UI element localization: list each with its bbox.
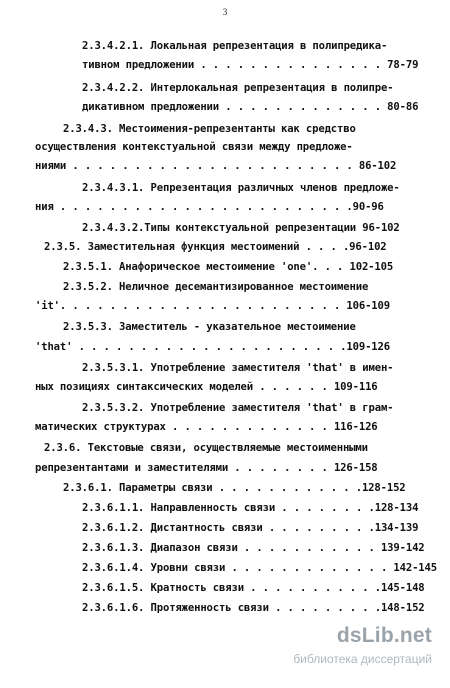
toc-line: 2.3.6.1. Параметры связи . . . . . . . . . . . .128-152	[63, 482, 406, 494]
toc-line: 2.3.5. Заместительная функция местоимений . . . .96-102	[44, 241, 387, 253]
watermark-logo: dsLib.net	[336, 624, 432, 647]
toc-line: 2.3.6. Текстовые связи, осуществляемые местоименными	[44, 442, 368, 454]
toc-line: 2.3.6.1.2. Дистантность связи . . . . . . . . .134-139	[82, 522, 419, 534]
toc-line: 2.3.4.3.2.Типы контекстуальной репрезентации 96-102	[82, 222, 400, 234]
toc-line: 2.3.5.1. Анафорическое местоимение 'one'. . . 102-105	[63, 261, 394, 273]
toc-line: 2.3.5.3.1. Употребление заместителя 'that' в имен-	[82, 362, 394, 374]
toc-line: 2.3.6.1.1. Направленность связи . . . . . . . .128-134	[82, 502, 419, 514]
watermark	[292, 624, 432, 676]
toc-line: 2.3.6.1.6. Протяженность связи . . . . . . . . .148-152	[82, 602, 425, 614]
toc-line: 2.3.4.2.2. Интерлокальная репрезентация в полипре-	[82, 82, 394, 94]
toc-line: 'it'. . . . . . . . . . . . . . . . . . . . . . . 106-109	[35, 300, 390, 312]
toc-line: ниями . . . . . . . . . . . . . . . . . . . . . . . 86-102	[35, 160, 397, 172]
toc-line: 2.3.4.3.1. Репрезентация различных членов предложе-	[82, 182, 400, 194]
toc-line: 2.3.6.1.3. Диапазон связи . . . . . . . . . . . 139-142	[82, 542, 425, 554]
toc-line: 2.3.6.1.5. Кратность связи . . . . . . . . . . .145-148	[82, 582, 425, 594]
toc-line: репрезентантами и заместителями . . . . . . . . 126-158	[35, 462, 378, 474]
toc-line: ния . . . . . . . . . . . . . . . . . . . . . . . .90-96	[35, 201, 384, 213]
toc-line: осуществления контекстуальной связи между предложе-	[35, 141, 353, 153]
toc-line: 2.3.5.3. Заместитель - указательное местоимение	[63, 321, 356, 333]
page-number: 3	[222, 7, 228, 17]
toc-line: 2.3.4.3. Местоимения-репрезентанты как средство	[63, 123, 356, 135]
toc-line: матических структурах . . . . . . . . . . . . . 116-126	[35, 421, 378, 433]
toc-line: 'that' . . . . . . . . . . . . . . . . . . . . . .109-126	[35, 341, 390, 353]
watermark-subtitle: библиотека диссертаций	[293, 652, 432, 666]
toc-line: дикативном предложении . . . . . . . . . . . . . 80-86	[82, 101, 419, 113]
toc-line: 2.3.5.3.2. Употребление заместителя 'that' в грам-	[82, 402, 394, 414]
toc-line: 2.3.5.2. Неличное десемантизированное местоимение	[63, 281, 369, 293]
toc-line: тивном предложении . . . . . . . . . . . . . . . 78-79	[82, 59, 419, 71]
toc-line: 2.3.6.1.4. Уровни связи . . . . . . . . . . . . . 142-145	[82, 562, 437, 574]
toc-line: ных позициях синтаксических моделей . . . . . . 109-116	[35, 381, 378, 393]
toc-line: 2.3.4.2.1. Локальная репрезентация в полипредика-	[82, 40, 388, 52]
